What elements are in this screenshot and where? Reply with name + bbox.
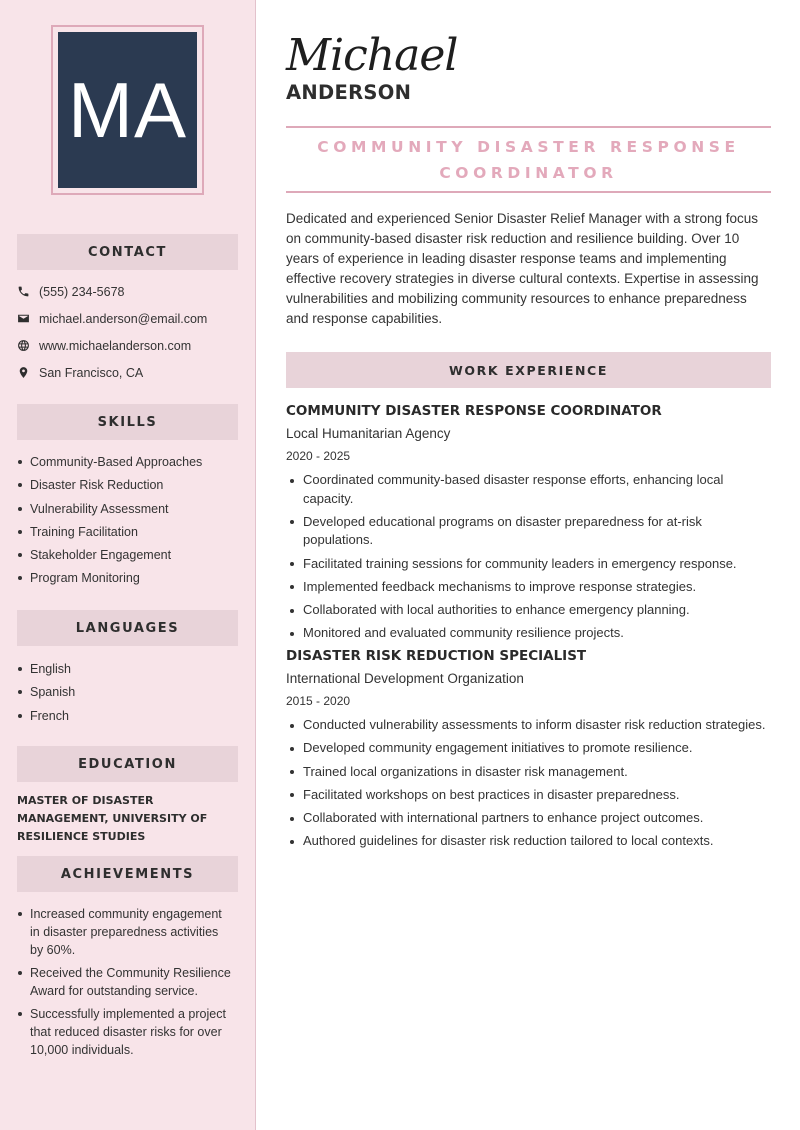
list-item: Implemented feedback mechanisms to improve response strategies. xyxy=(286,578,772,597)
achievements-heading: ACHIEVEMENTS xyxy=(17,856,238,892)
phone-icon xyxy=(17,285,39,299)
list-item: Developed community engagement initiatives to promote resilience. xyxy=(286,739,772,758)
job-title: COMMUNITY DISASTER RESPONSE COORDINATOR xyxy=(286,403,662,419)
contact-item-email[interactable] xyxy=(17,305,247,332)
list-item: Authored guidelines for disaster risk reduction tailored to local contexts. xyxy=(286,832,772,851)
divider xyxy=(286,126,771,128)
skills-heading: SKILLS xyxy=(17,404,238,440)
contact-phone-text: (555) 234-5678 xyxy=(39,284,125,299)
job-entry xyxy=(286,400,772,648)
contact-item-location xyxy=(17,359,247,386)
contact-website-text: www.michaelanderson.com xyxy=(39,338,192,353)
list-item: Successfully implemented a project that reduced disaster risks for over 10,000 individuals. xyxy=(17,1005,232,1059)
divider xyxy=(286,191,771,193)
list-item: Stakeholder Engagement xyxy=(17,546,242,569)
list-item: Increased community engagement in disaster preparedness activities by 60%. xyxy=(17,905,232,959)
job-organization: International Development Organization xyxy=(286,671,524,686)
contact-item-website[interactable] xyxy=(17,332,247,359)
sidebar xyxy=(0,0,256,1130)
job-responsibilities xyxy=(286,471,772,643)
job-dates: 2020 - 2025 xyxy=(286,449,351,463)
list-item: Facilitated workshops on best practices in disaster preparedness. xyxy=(286,786,772,805)
job-title: DISASTER RISK REDUCTION SPECIALIST xyxy=(286,648,587,664)
contact-heading: CONTACT xyxy=(17,234,238,270)
list-item: Conducted vulnerability assessments to inform disaster risk reduction strategies. xyxy=(286,716,772,735)
work-experience-heading: WORK EXPERIENCE xyxy=(286,352,771,388)
list-item: Vulnerability Assessment xyxy=(17,500,242,523)
envelope-icon xyxy=(17,312,39,326)
job-responsibilities xyxy=(286,716,772,851)
profile-summary: Dedicated and experienced Senior Disaster Relief Manager with a strong focus on community-based disaster risk reduction and resilience building. Over 10 years of experience in leading disaster response teams and implementing effective recovery strategies in diverse cultural contexts. Expertise in assessing vulnerabilities and mobilizing community resources to enhance preparedness and response capabilities. xyxy=(286,211,759,326)
location-pin-icon xyxy=(17,366,39,380)
monogram: MA xyxy=(58,32,197,188)
list-item: Collaborated with international partners to enhance project outcomes. xyxy=(286,809,772,828)
globe-icon xyxy=(17,339,39,353)
headline-job-title: COMMUNITY DISASTER RESPONSE COORDINATOR xyxy=(317,138,740,182)
last-name: ANDERSON xyxy=(286,81,412,104)
skills-list xyxy=(17,453,242,593)
list-item: Trained local organizations in disaster risk management. xyxy=(286,763,772,782)
job-dates: 2015 - 2020 xyxy=(286,694,351,708)
list-item: Community-Based Approaches xyxy=(17,453,242,476)
list-item: Developed educational programs on disaster preparedness for at-risk populations. xyxy=(286,513,772,550)
list-item: Disaster Risk Reduction xyxy=(17,476,242,499)
list-item: English xyxy=(17,660,242,683)
list-item: Received the Community Resilience Award for outstanding service. xyxy=(17,964,232,1000)
education-heading: EDUCATION xyxy=(17,746,238,782)
list-item: Program Monitoring xyxy=(17,569,242,592)
list-item: French xyxy=(17,707,242,730)
list-item: Facilitated training sessions for community leaders in emergency response. xyxy=(286,555,772,574)
list-item: Monitored and evaluated community resilience projects. xyxy=(286,624,772,643)
first-name: Michael xyxy=(286,30,458,81)
list-item: Training Facilitation xyxy=(17,523,242,546)
monogram-frame xyxy=(51,25,204,195)
education-degree: MASTER OF DISASTER MANAGEMENT, UNIVERSITY OF RESILIENCE STUDIES xyxy=(17,794,208,843)
contact-email-text: michael.anderson@email.com xyxy=(39,311,208,326)
contact-location-text: San Francisco, CA xyxy=(39,365,144,380)
list-item: Coordinated community-based disaster response efforts, enhancing local capacity. xyxy=(286,471,772,508)
job-organization: Local Humanitarian Agency xyxy=(286,426,451,441)
job-entry xyxy=(286,645,772,856)
contact-list xyxy=(17,278,247,386)
list-item: Spanish xyxy=(17,683,242,706)
achievements-list xyxy=(17,905,232,1064)
contact-item-phone[interactable] xyxy=(17,278,247,305)
languages-list xyxy=(17,660,242,730)
languages-heading: LANGUAGES xyxy=(17,610,238,646)
list-item: Collaborated with local authorities to enhance emergency planning. xyxy=(286,601,772,620)
